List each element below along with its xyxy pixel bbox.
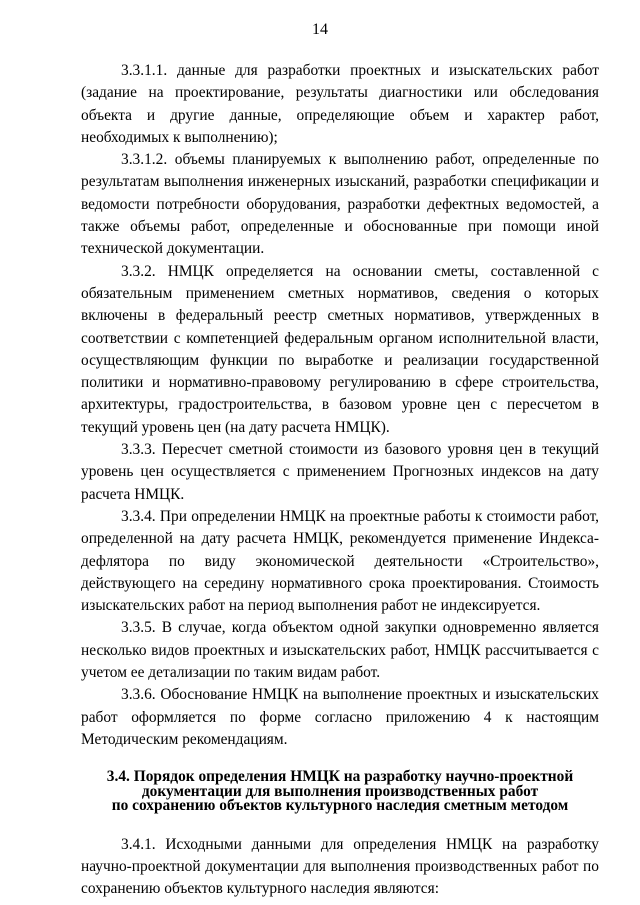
section-heading-3-4 — [81, 770, 599, 814]
paragraph-3-4-1: 3.4.1. Исходными данными для определения НМЦК на разработку научно-проектной документации для выполнения производственных работ по сохранению объектов культурного наследия являются: — [81, 835, 599, 898]
paragraph-3-3-3: 3.3.3. Пересчет сметной стоимости из базового уровня цен в текущий уровень цен осуществляется с применением Прогнозных индексов на дату расчета НМЦК. — [81, 441, 599, 503]
section-heading-line-1: 3.4. Порядок определения НМЦК на разработку научно-проектной — [106, 768, 574, 786]
page-number: 14 — [312, 21, 328, 38]
paragraph-3-3-5: 3.3.5. В случае, когда объектом одной закупки одновременно является несколько видов проектных и изыскательских работ, НМЦК рассчитывается с учетом ее детализации по таким видам работ. — [81, 619, 599, 682]
paragraph-3-3-6: 3.3.6. Обоснование НМЦК на выполнение проектных и изыскательских работ оформляется по форме согласно приложению 4 к настоящим Методическим рекомендациям. — [81, 686, 599, 748]
paragraph-3-3-1-2: 3.3.1.2. объемы планируемых к выполнению работ, определенные по результатам выполнения инженерных изысканий, разработки спецификации и ведомости потребности оборудования, разработки дефектных ведомостей, а также объемы работ, определенные и обоснованные при помощи иной технической документации. — [81, 151, 599, 258]
paragraph-3-3-2: 3.3.2. НМЦК определяется на основании сметы, составленной с обязательным применением сметных нормативов, сведения о которых включены в федеральный реестр сметных нормативов, утвержденных в соответствии с компетенцией федеральным органом исполнительной власти, осуществляющим функции по выработке и реализации государственной политики и нормативно-правовому регулированию в сфере строительства, архитектуры, градостроительства, в базовом уровне цен с пересчетом в текущий уровень цен (на дату расчета НМЦК). — [81, 262, 599, 436]
paragraph-3-3-4: 3.3.4. При определении НМЦК на проектные работы к стоимости работ, определенной на дату расчета НМЦК, рекомендуется применение Индекса-дефлятора по виду экономической деятельности «Строительство», действующего на середину нормативного срока проектирования. Стоимость изыскательских работ на период выполнения работ не индексируется. — [81, 507, 599, 615]
section-heading-line-3: по сохранению объектов культурного наследия сметным методом — [111, 797, 569, 815]
section-heading-line-2: документации для выполнения производственных работ — [141, 782, 539, 800]
document-body — [81, 60, 599, 901]
paragraph-3-3-1-1: 3.3.1.1. данные для разработки проектных и изыскательских работ (задание на проектирование, результаты диагностики или обследования объекта и другие данные, определяющие объем и характер работ, необходимых к выполнению); — [81, 62, 599, 146]
